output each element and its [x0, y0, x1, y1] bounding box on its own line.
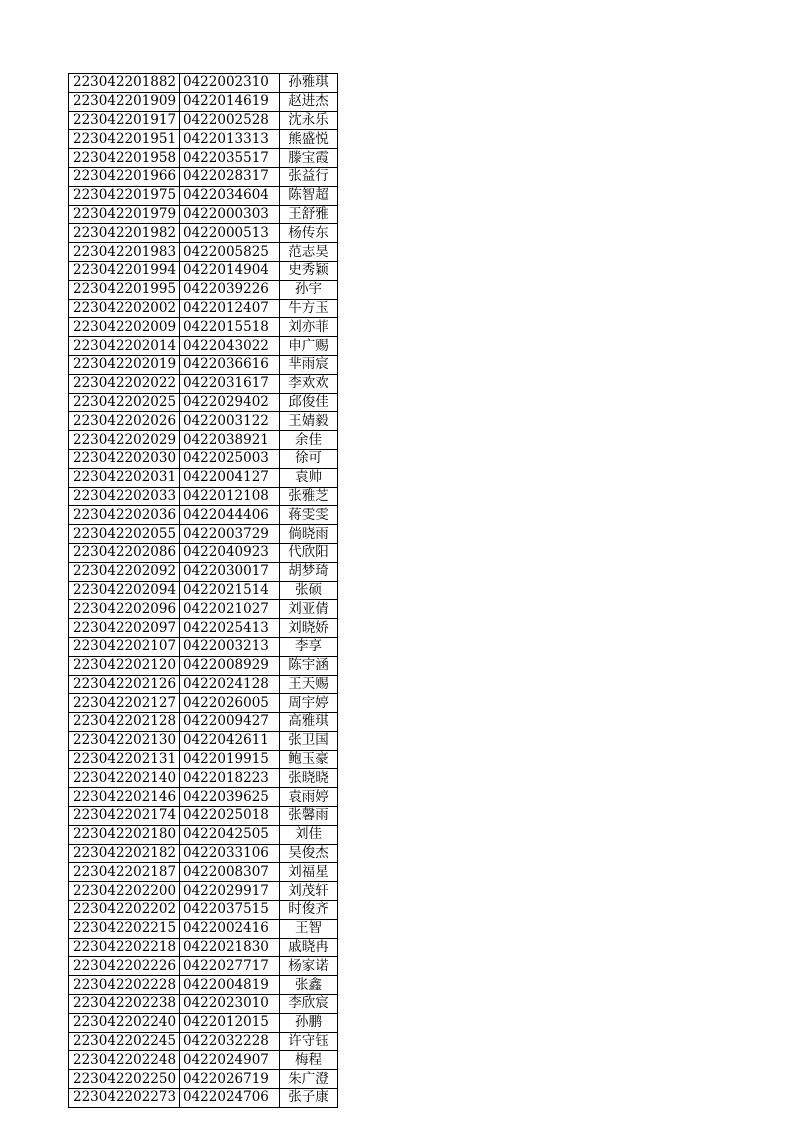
student-name-cell: 许守钰 [280, 1032, 338, 1051]
exam-number-cell: 0422002528 [180, 111, 280, 130]
student-name-cell: 张馨雨 [280, 807, 338, 826]
student-name-cell: 刘福星 [280, 863, 338, 882]
student-number-cell: 223042201966 [69, 167, 180, 186]
table-row [69, 882, 338, 901]
exam-number-cell: 0422002416 [180, 919, 280, 938]
student-name-cell: 倘晓雨 [280, 525, 338, 544]
table-row [69, 637, 338, 656]
student-name-cell: 刘佳 [280, 825, 338, 844]
table-row [69, 713, 338, 732]
exam-number-cell: 0422030017 [180, 562, 280, 581]
student-number-cell: 223042202248 [69, 1051, 180, 1070]
student-name-cell: 王婧毅 [280, 412, 338, 431]
table-row [69, 600, 338, 619]
exam-number-cell: 0422029917 [180, 882, 280, 901]
table-row [69, 750, 338, 769]
student-name-cell: 刘茂轩 [280, 882, 338, 901]
student-number-cell: 223042202094 [69, 581, 180, 600]
student-name-cell: 徐可 [280, 449, 338, 468]
table-row [69, 374, 338, 393]
student-name-cell: 张益行 [280, 167, 338, 186]
student-number-cell: 223042201975 [69, 186, 180, 205]
student-number-cell: 223042202140 [69, 769, 180, 788]
table-row [69, 525, 338, 544]
table-row [69, 205, 338, 224]
student-name-cell: 张子康 [280, 1089, 338, 1108]
student-name-cell: 张卫国 [280, 731, 338, 750]
student-number-cell: 223042202238 [69, 995, 180, 1014]
table-row [69, 807, 338, 826]
student-number-cell: 223042202033 [69, 487, 180, 506]
student-name-cell: 刘亦菲 [280, 318, 338, 337]
table-row [69, 1070, 338, 1089]
exam-number-cell: 0422004127 [180, 468, 280, 487]
student-number-cell: 223042202022 [69, 374, 180, 393]
student-name-cell: 史秀颖 [280, 261, 338, 280]
student-number-cell: 223042201951 [69, 130, 180, 149]
student-number-cell: 223042201994 [69, 261, 180, 280]
table-row [69, 243, 338, 262]
table-row [69, 299, 338, 318]
table-row [69, 130, 338, 149]
table-row [69, 919, 338, 938]
exam-number-cell: 0422004819 [180, 976, 280, 995]
table-row [69, 1032, 338, 1051]
student-number-cell: 223042202128 [69, 713, 180, 732]
table-row [69, 844, 338, 863]
table-body [69, 74, 338, 1108]
student-name-cell: 杨家诺 [280, 957, 338, 976]
student-number-cell: 223042202126 [69, 675, 180, 694]
student-number-cell: 223042202097 [69, 619, 180, 638]
student-number-cell: 223042202107 [69, 637, 180, 656]
student-name-cell: 周宇婷 [280, 694, 338, 713]
student-name-cell: 张鑫 [280, 976, 338, 995]
table-row [69, 412, 338, 431]
student-number-cell: 223042202025 [69, 393, 180, 412]
student-name-cell: 陈智超 [280, 186, 338, 205]
table-row [69, 149, 338, 168]
table-row [69, 543, 338, 562]
student-name-cell: 王舒雅 [280, 205, 338, 224]
table-row [69, 318, 338, 337]
student-number-cell: 223042202215 [69, 919, 180, 938]
student-number-cell: 223042202127 [69, 694, 180, 713]
table-row [69, 581, 338, 600]
table-row [69, 111, 338, 130]
student-number-cell: 223042202218 [69, 938, 180, 957]
exam-number-cell: 0422026719 [180, 1070, 280, 1089]
exam-number-cell: 0422037515 [180, 901, 280, 920]
student-number-cell: 223042202026 [69, 412, 180, 431]
student-name-cell: 刘晓娇 [280, 619, 338, 638]
student-name-cell: 张雅芝 [280, 487, 338, 506]
student-number-cell: 223042202002 [69, 299, 180, 318]
student-number-cell: 223042202202 [69, 901, 180, 920]
exam-number-cell: 0422025018 [180, 807, 280, 826]
student-name-cell: 张晓晓 [280, 769, 338, 788]
student-number-cell: 223042202228 [69, 976, 180, 995]
student-name-cell: 代欣阳 [280, 543, 338, 562]
exam-number-cell: 0422034604 [180, 186, 280, 205]
student-name-cell: 朱广澄 [280, 1070, 338, 1089]
student-name-cell: 熊盛悦 [280, 130, 338, 149]
student-number-cell: 223042202096 [69, 600, 180, 619]
table-row [69, 825, 338, 844]
student-name-cell: 梅程 [280, 1051, 338, 1070]
exam-number-cell: 0422027717 [180, 957, 280, 976]
student-number-cell: 223042201995 [69, 280, 180, 299]
table-row [69, 769, 338, 788]
student-number-cell: 223042202180 [69, 825, 180, 844]
exam-number-cell: 0422012407 [180, 299, 280, 318]
exam-number-cell: 0422005825 [180, 243, 280, 262]
student-number-cell: 223042202086 [69, 543, 180, 562]
student-number-cell: 223042202009 [69, 318, 180, 337]
exam-number-cell: 0422044406 [180, 506, 280, 525]
table-row [69, 449, 338, 468]
student-name-cell: 孙宇 [280, 280, 338, 299]
student-number-cell: 223042202092 [69, 562, 180, 581]
table-row [69, 731, 338, 750]
exam-number-cell: 0422024907 [180, 1051, 280, 1070]
student-number-cell: 223042202030 [69, 449, 180, 468]
student-name-cell: 高雅琪 [280, 713, 338, 732]
student-name-cell: 余佳 [280, 431, 338, 450]
student-name-cell: 蒋雯雯 [280, 506, 338, 525]
table-row [69, 694, 338, 713]
exam-number-cell: 0422008929 [180, 656, 280, 675]
table-row [69, 788, 338, 807]
student-name-cell: 陈宇涵 [280, 656, 338, 675]
student-name-cell: 鲍玉豪 [280, 750, 338, 769]
exam-number-cell: 0422040923 [180, 543, 280, 562]
exam-number-cell: 0422035517 [180, 149, 280, 168]
student-number-cell: 223042202055 [69, 525, 180, 544]
table-row [69, 995, 338, 1014]
student-name-cell: 李欣宸 [280, 995, 338, 1014]
exam-number-cell: 0422032228 [180, 1032, 280, 1051]
table-row [69, 1051, 338, 1070]
table-row [69, 1013, 338, 1032]
student-name-cell: 牛方玉 [280, 299, 338, 318]
exam-number-cell: 0422036616 [180, 355, 280, 374]
table-row [69, 675, 338, 694]
exam-number-cell: 0422014619 [180, 92, 280, 111]
student-table [68, 73, 338, 1108]
exam-number-cell: 0422019915 [180, 750, 280, 769]
student-name-cell: 孙鹏 [280, 1013, 338, 1032]
table-row [69, 1089, 338, 1108]
exam-number-cell: 0422038921 [180, 431, 280, 450]
exam-number-cell: 0422000513 [180, 224, 280, 243]
exam-number-cell: 0422039226 [180, 280, 280, 299]
exam-number-cell: 0422028317 [180, 167, 280, 186]
exam-number-cell: 0422021514 [180, 581, 280, 600]
table-row [69, 468, 338, 487]
student-number-cell: 223042201917 [69, 111, 180, 130]
student-number-cell: 223042202273 [69, 1089, 180, 1108]
exam-number-cell: 0422042611 [180, 731, 280, 750]
table-row [69, 863, 338, 882]
student-name-cell: 孙雅琪 [280, 74, 338, 93]
student-number-cell: 223042202019 [69, 355, 180, 374]
student-name-cell: 胡梦琦 [280, 562, 338, 581]
student-name-cell: 戚晓冉 [280, 938, 338, 957]
table-row [69, 92, 338, 111]
table-row [69, 355, 338, 374]
exam-number-cell: 0422008307 [180, 863, 280, 882]
exam-number-cell: 0422021027 [180, 600, 280, 619]
student-number-cell: 223042202240 [69, 1013, 180, 1032]
exam-number-cell: 0422043022 [180, 337, 280, 356]
exam-number-cell: 0422013313 [180, 130, 280, 149]
student-name-cell: 吴俊杰 [280, 844, 338, 863]
student-number-cell: 223042202014 [69, 337, 180, 356]
student-number-cell: 223042202200 [69, 882, 180, 901]
student-name-cell: 袁帅 [280, 468, 338, 487]
student-name-cell: 袁雨婷 [280, 788, 338, 807]
table-row [69, 976, 338, 995]
table-row [69, 619, 338, 638]
student-number-cell: 223042202131 [69, 750, 180, 769]
table-row [69, 562, 338, 581]
exam-number-cell: 0422015518 [180, 318, 280, 337]
table-row [69, 186, 338, 205]
student-number-cell: 223042202146 [69, 788, 180, 807]
student-number-cell: 223042202245 [69, 1032, 180, 1051]
student-number-cell: 223042202036 [69, 506, 180, 525]
table-row [69, 224, 338, 243]
table-row [69, 74, 338, 93]
student-number-cell: 223042202130 [69, 731, 180, 750]
student-name-cell: 李享 [280, 637, 338, 656]
exam-number-cell: 0422023010 [180, 995, 280, 1014]
exam-number-cell: 0422009427 [180, 713, 280, 732]
exam-number-cell: 0422000303 [180, 205, 280, 224]
exam-number-cell: 0422024128 [180, 675, 280, 694]
student-number-cell: 223042202250 [69, 1070, 180, 1089]
table-row [69, 938, 338, 957]
student-name-cell: 申广赐 [280, 337, 338, 356]
exam-number-cell: 0422018223 [180, 769, 280, 788]
table-row [69, 337, 338, 356]
exam-number-cell: 0422003122 [180, 412, 280, 431]
table-row [69, 487, 338, 506]
exam-number-cell: 0422026005 [180, 694, 280, 713]
exam-number-cell: 0422024706 [180, 1089, 280, 1108]
table-row [69, 431, 338, 450]
table-row [69, 957, 338, 976]
table-row [69, 506, 338, 525]
student-name-cell: 杨传东 [280, 224, 338, 243]
exam-number-cell: 0422012015 [180, 1013, 280, 1032]
student-number-cell: 223042202029 [69, 431, 180, 450]
exam-number-cell: 0422025003 [180, 449, 280, 468]
exam-number-cell: 0422039625 [180, 788, 280, 807]
student-name-cell: 邱俊佳 [280, 393, 338, 412]
student-number-cell: 223042201958 [69, 149, 180, 168]
exam-number-cell: 0422042505 [180, 825, 280, 844]
student-number-cell: 223042201882 [69, 74, 180, 93]
exam-number-cell: 0422002310 [180, 74, 280, 93]
student-name-cell: 芈雨宸 [280, 355, 338, 374]
exam-number-cell: 0422025413 [180, 619, 280, 638]
exam-number-cell: 0422003729 [180, 525, 280, 544]
exam-number-cell: 0422031617 [180, 374, 280, 393]
table-row [69, 280, 338, 299]
student-name-cell: 张硕 [280, 581, 338, 600]
student-name-cell: 李欢欢 [280, 374, 338, 393]
student-number-cell: 223042202031 [69, 468, 180, 487]
table-row [69, 167, 338, 186]
table-row [69, 901, 338, 920]
student-number-cell: 223042202187 [69, 863, 180, 882]
student-number-cell: 223042201979 [69, 205, 180, 224]
exam-number-cell: 0422033106 [180, 844, 280, 863]
student-name-cell: 沈永乐 [280, 111, 338, 130]
exam-number-cell: 0422012108 [180, 487, 280, 506]
student-number-cell: 223042202120 [69, 656, 180, 675]
exam-number-cell: 0422021830 [180, 938, 280, 957]
table-row [69, 261, 338, 280]
student-name-cell: 时俊齐 [280, 901, 338, 920]
table-row [69, 393, 338, 412]
exam-number-cell: 0422029402 [180, 393, 280, 412]
student-number-cell: 223042202182 [69, 844, 180, 863]
student-number-cell: 223042201982 [69, 224, 180, 243]
student-number-cell: 223042201983 [69, 243, 180, 262]
student-name-cell: 刘亚倩 [280, 600, 338, 619]
student-name-cell: 范志昊 [280, 243, 338, 262]
student-name-cell: 赵进杰 [280, 92, 338, 111]
student-name-cell: 王智 [280, 919, 338, 938]
student-number-cell: 223042202226 [69, 957, 180, 976]
student-number-cell: 223042202174 [69, 807, 180, 826]
student-name-cell: 滕宝霞 [280, 149, 338, 168]
exam-number-cell: 0422014904 [180, 261, 280, 280]
student-number-cell: 223042201909 [69, 92, 180, 111]
exam-number-cell: 0422003213 [180, 637, 280, 656]
table-row [69, 656, 338, 675]
student-name-cell: 王天赐 [280, 675, 338, 694]
